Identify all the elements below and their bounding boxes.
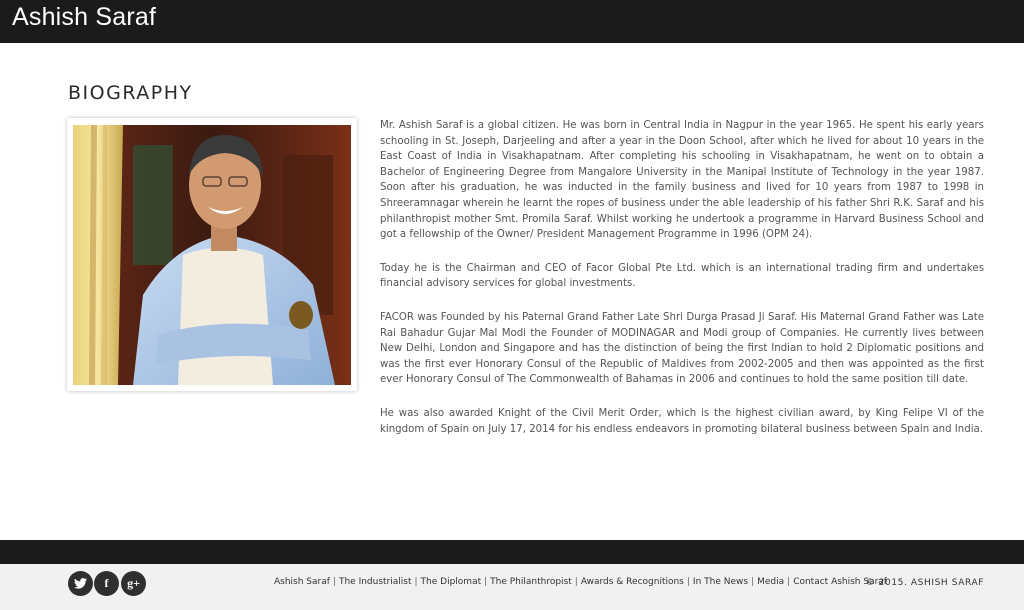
footer-link-industrialist[interactable]: The Industrialist (338, 577, 412, 587)
portrait-photo (73, 125, 351, 385)
nav-separator: | (787, 577, 791, 587)
footer-link-philanthropist[interactable]: The Philanthropist (490, 577, 572, 587)
footer-nav (274, 577, 887, 587)
footer-link-diplomat[interactable]: The Diplomat (420, 577, 482, 587)
page-title: BIOGRAPHY (68, 82, 193, 104)
biography-text (380, 118, 984, 455)
nav-separator: | (686, 577, 690, 587)
footer-divider-band (0, 540, 1024, 564)
bio-paragraph: Mr. Ashish Saraf is a global citizen. He was born in Central India in Nagpur in the year 1965. He spent his early years schooling in St. Joseph, Darjeeling and after a year in the Doon School, after which he lived for about 10 years in the East Coast of India in Visakhapatnam. After completing his schooling in Visakhapatnam, he went on to obtain a Bachelor of Engineering Degree from Mangalore University in the Manipal Institute of Technology in the year 1987. Soon after his graduation, he was inducted in the family business and lived for 10 years from 1987 to 1998 in Shreeramnagar wherein he learnt the ropes of business under the able leadership of his father Shri R.K. Saraf and his philanthropist mother Smt. Promila Saraf. Whilst working he undertook a programme in Harvard Business School and got a fellowship of the Owner/ President Management Programme in 1996 (OPM 24). (380, 120, 984, 241)
copyright-text: © 2015. ASHISH SARAF (865, 578, 984, 588)
facebook-icon[interactable]: f (94, 571, 119, 596)
portrait-frame (67, 118, 357, 391)
footer-link-awards[interactable]: Awards & Recognitions (580, 577, 684, 587)
footer-link-news[interactable]: In The News (692, 577, 749, 587)
nav-separator: | (484, 577, 488, 587)
footer-link-contact[interactable]: Contact Ashish Saraf (793, 577, 887, 587)
bio-paragraph: Today he is the Chairman and CEO of Facor Global Pte Ltd. which is an international trading firm and undertakes financial advisory services for global investments. (380, 262, 984, 290)
google-plus-icon[interactable]: g+ (121, 571, 146, 596)
top-bar (0, 0, 1024, 43)
bio-paragraph: FACOR was Founded by his Paternal Grand Father Late Shri Durga Prasad Ji Saraf. His Maternal Grand Father was Late Rai Bahadur Gujar Mal Modi the Founder of MODINAGAR and Modi group of Companies. He currently lives between New Delhi, London and Singapore and has the distinction of being the first Indian to hold 2 Diplomatic positions and was the first ever Honorary Consul of the Republic of Maldives from 2002-2005 and then was appointed as the first ever Honorary Consul of The Commonwealth of Bahamas in 2006 and continues to hold the same position till date. (380, 311, 984, 386)
nav-separator: | (332, 577, 336, 587)
nav-separator: | (414, 577, 418, 587)
footer-link-ashish-saraf[interactable]: Ashish Saraf (274, 577, 330, 587)
nav-separator: | (751, 577, 755, 587)
nav-separator: | (574, 577, 578, 587)
footer-link-media[interactable]: Media (757, 577, 785, 587)
site-title[interactable]: Ashish Saraf (12, 3, 157, 31)
twitter-icon[interactable] (68, 571, 93, 596)
bio-paragraph: He was also awarded Knight of the Civil Merit Order, which is the highest civilian award, by King Felipe VI of the kingdom of Spain on July 17, 2014 for his endless endeavors in promoting bilateral business between Spain and India. (380, 407, 984, 435)
